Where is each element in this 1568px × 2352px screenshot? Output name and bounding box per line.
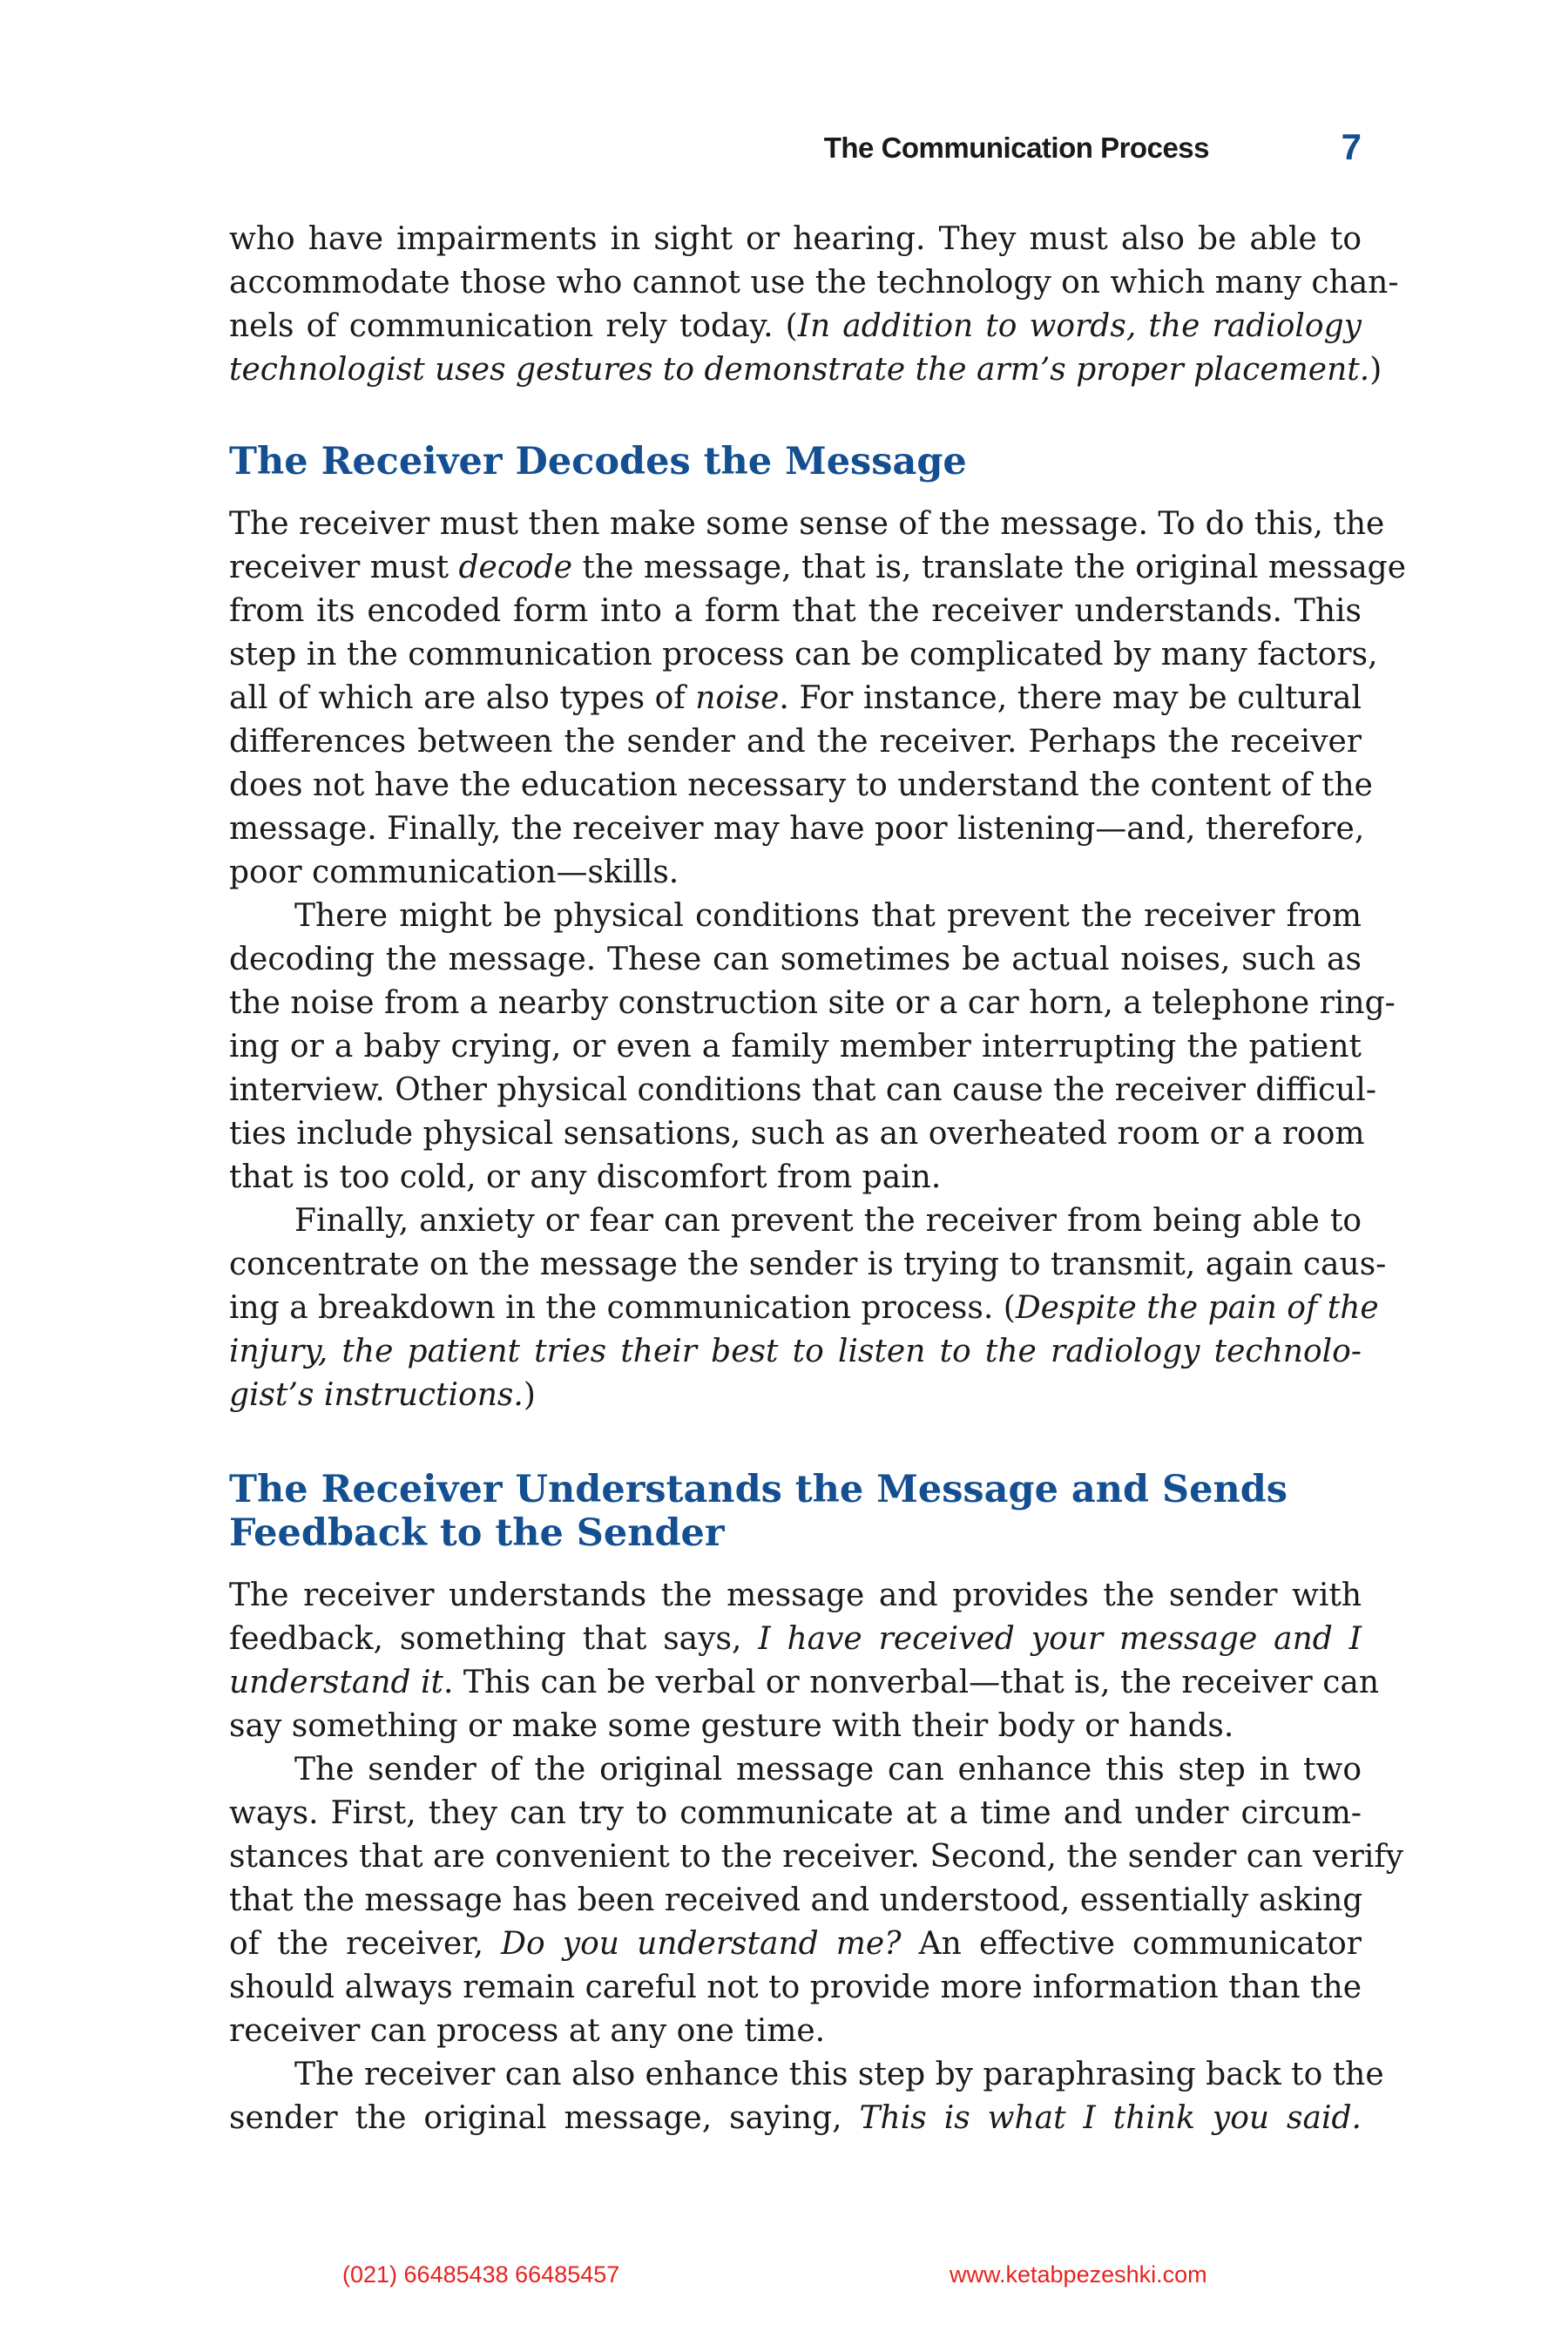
italic-run: gist’s instructions. — [229, 1377, 524, 1413]
italic-run: decode — [458, 550, 573, 585]
italic-run: This is what I think you said. — [859, 2100, 1362, 2136]
text-line: The sender of the original message can enhance this step in two — [294, 1752, 1362, 1788]
text-run: receiver must — [229, 550, 459, 585]
text-line — [229, 1661, 1380, 1705]
text-line: The receiver must then make some sense of the message. To do this, the — [229, 506, 1385, 542]
italic-run: Do you understand me? — [501, 1926, 902, 1962]
paragraph — [229, 1748, 1404, 2053]
italic-run: noise — [695, 680, 780, 716]
text-line: stances that are convenient to the receiver. Second, the sender can verify — [229, 1839, 1404, 1875]
text-line: should always remain careful not to provide more information than the — [229, 1970, 1362, 2005]
text-line: accommodate those who cannot use the technology on which many chan- — [229, 265, 1399, 301]
text-line: the noise from a nearby construction site or a car horn, a telephone ring- — [229, 985, 1396, 1021]
text-run: . This can be verbal or nonverbal—that is, the receiver can — [443, 1665, 1380, 1700]
text-line — [229, 2097, 1362, 2140]
italic-run: Despite the pain of the — [1015, 1290, 1379, 1326]
text-run: sender the original message, saying, — [229, 2100, 860, 2136]
text-line — [229, 348, 1382, 392]
text-line: step in the communication process can be complicated by many factors, — [229, 637, 1378, 672]
running-head — [229, 126, 1362, 170]
footer-url: www.ketabpezeshki.com — [950, 2261, 1207, 2288]
text-line: does not have the education necessary to understand the content of the — [229, 767, 1373, 803]
footer-phone: (021) 66485438 66485457 — [342, 2261, 620, 2288]
text-run: the message, that is, translate the original message — [572, 550, 1407, 585]
text-line: Finally, anxiety or fear can prevent the receiver from being able to — [294, 1203, 1362, 1239]
italic-run: technologist uses gestures to demonstrate the arm’s proper placement. — [229, 352, 1370, 388]
text-line: that the message has been received and understood, essentially asking — [229, 1882, 1363, 1918]
text-run: . For instance, there may be cultural — [779, 680, 1362, 716]
text-line: differences between the sender and the receiver. Perhaps the receiver — [229, 724, 1362, 760]
text-line — [229, 546, 1407, 590]
page-number: 7 — [1341, 126, 1362, 167]
page-body — [229, 218, 1407, 2140]
text-run: all of which are also types of — [229, 680, 696, 716]
paragraph-continued — [229, 218, 1399, 392]
section-heading-decodes: The Receiver Decodes the Message — [229, 440, 967, 483]
text-line: message. Finally, the receiver may have poor listening—and, therefore, — [229, 811, 1365, 847]
heading-line: The Receiver Understands the Message and Sends — [229, 1468, 1288, 1511]
paragraph — [229, 503, 1407, 895]
page-footer — [0, 2261, 1568, 2296]
text-run: of the receiver, — [229, 1926, 502, 1962]
text-line: say something or make some gesture with their body or hands. — [229, 1708, 1234, 1744]
text-line — [229, 1923, 1362, 1966]
italic-run: understand it — [229, 1665, 443, 1700]
italic-run: injury, the patient tries their best to listen to the radiology technolo- — [229, 1334, 1362, 1369]
text-line: poor communication—skills. — [229, 855, 679, 890]
text-line: concentrate on the message the sender is trying to transmit, again caus- — [229, 1247, 1387, 1282]
text-run: ) — [523, 1377, 536, 1413]
heading-line: Feedback to the Sender — [229, 1511, 725, 1555]
text-line: decoding the message. These can sometimes be actual noises, such as — [229, 942, 1362, 977]
text-line: that is too cold, or any discomfort from pain. — [229, 1159, 942, 1195]
text-line: interview. Other physical conditions that can cause the receiver difficul- — [229, 1072, 1377, 1108]
text-line: There might be physical conditions that prevent the receiver from — [294, 898, 1362, 934]
text-run: An effective communicator — [901, 1926, 1362, 1962]
text-line: The receiver can also enhance this step by paraphrasing back to the — [294, 2057, 1384, 2092]
paragraph — [229, 895, 1396, 1200]
text-run: ) — [1369, 352, 1382, 388]
paragraph — [229, 2053, 1384, 2140]
text-run: feedback, something that says, — [229, 1621, 759, 1657]
italic-run: I have received your message and I — [758, 1621, 1362, 1657]
running-title: The Communication Process — [823, 132, 1209, 164]
text-line — [229, 305, 1362, 348]
section-heading-feedback — [229, 1468, 1362, 1555]
text-line: The receiver understands the message and provides the sender with — [229, 1578, 1362, 1613]
text-line: ing or a baby crying, or even a family member interrupting the patient — [229, 1029, 1362, 1064]
text-line — [229, 677, 1362, 720]
text-line — [229, 1287, 1379, 1330]
text-line — [229, 1330, 1362, 1374]
text-line: ties include physical sensations, such as an overheated room or a room — [229, 1116, 1365, 1152]
text-line — [229, 1618, 1362, 1661]
text-line: who have impairments in sight or hearing. They must also be able to — [229, 221, 1362, 257]
paragraph — [229, 1200, 1387, 1417]
text-run: ing a breakdown in the communication process. ( — [229, 1290, 1016, 1326]
text-line: receiver can process at any one time. — [229, 2013, 826, 2049]
text-line: from its encoded form into a form that the receiver understands. This — [229, 593, 1362, 629]
paragraph — [229, 1574, 1380, 1748]
italic-run: In addition to words, the radiology — [797, 308, 1362, 344]
text-line: ways. First, they can try to communicate at a time and under circum- — [229, 1795, 1362, 1831]
text-run: nels of communication rely today. ( — [229, 308, 798, 344]
text-line — [229, 1374, 1362, 1417]
